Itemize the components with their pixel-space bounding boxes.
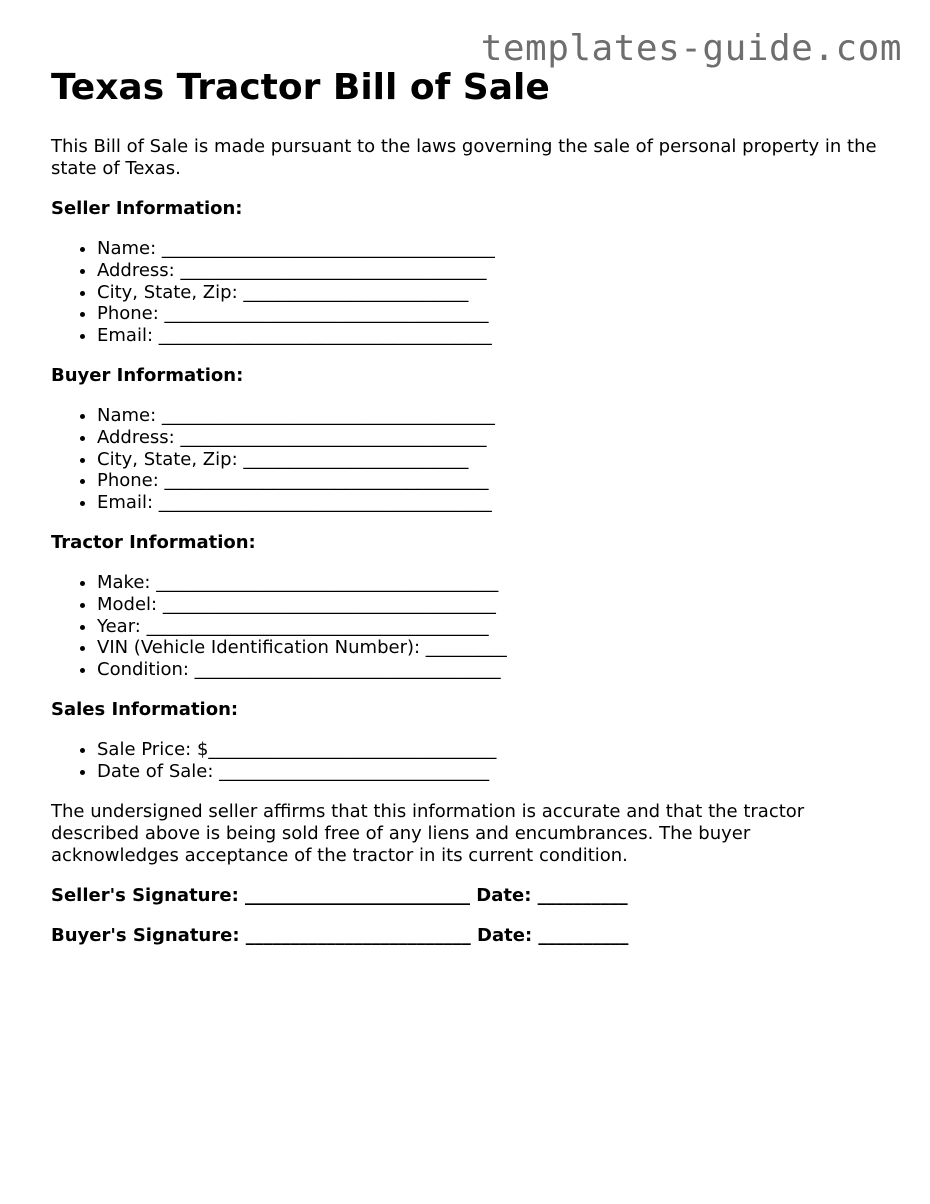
buyer-phone-field[interactable]: • Phone: ____________________________________ — [97, 470, 881, 492]
sales-fields-list — [51, 739, 881, 783]
affirmation-paragraph: The undersigned seller affirms that this information is accurate and that the tractor described above is being sold free of any liens and encumbrances. The buyer acknowledges acceptance of the tractor in its current condition. — [51, 800, 805, 866]
tractor-condition-field[interactable]: • Condition: __________________________________ — [97, 659, 881, 681]
tractor-year-field[interactable]: • Year: ______________________________________ — [97, 616, 881, 638]
document-title: Texas Tractor Bill of Sale — [51, 67, 550, 108]
buyer-address-field[interactable]: • Address: __________________________________ — [97, 427, 881, 449]
tractor-fields-list — [51, 572, 881, 681]
seller-email-field[interactable]: • Email: _____________________________________ — [97, 325, 881, 347]
seller-signature-line[interactable]: Seller's Signature: _________________________ Date: __________ — [51, 884, 628, 906]
tractor-section-heading: Tractor Information: — [51, 531, 256, 553]
buyer-city-state-zip-field[interactable]: • City, State, Zip: _________________________ — [97, 449, 881, 471]
seller-city-state-zip-field[interactable]: • City, State, Zip: _________________________ — [97, 282, 881, 304]
buyer-email-field[interactable]: • Email: _____________________________________ — [97, 492, 881, 514]
buyer-name-field[interactable]: • Name: _____________________________________ — [97, 405, 881, 427]
seller-name-field[interactable]: • Name: _____________________________________ — [97, 238, 881, 260]
buyer-section-heading: Buyer Information: — [51, 364, 244, 386]
watermark: templates-guide.com — [480, 28, 902, 69]
seller-section-heading: Seller Information: — [51, 198, 243, 219]
sale-price-field[interactable]: • Sale Price: $________________________________ — [97, 739, 881, 761]
buyer-signature-line[interactable]: Buyer's Signature: _________________________ Date: __________ — [51, 924, 629, 946]
seller-address-field[interactable]: • Address: __________________________________ — [97, 260, 881, 282]
buyer-fields-list — [51, 405, 881, 514]
date-of-sale-field[interactable]: • Date of Sale: ______________________________ — [97, 761, 881, 783]
seller-fields-list — [51, 238, 881, 347]
tractor-model-field[interactable]: • Model: _____________________________________ — [97, 594, 881, 616]
seller-phone-field[interactable]: • Phone: ____________________________________ — [97, 303, 881, 325]
tractor-vin-field[interactable]: • VIN (Vehicle Identification Number): _________ — [97, 637, 881, 659]
document — [51, 64, 881, 947]
sales-section-heading: Sales Information: — [51, 698, 239, 720]
intro-paragraph: This Bill of Sale is made pursuant to the laws governing the sale of personal property in the state of Texas. — [51, 136, 877, 179]
tractor-make-field[interactable]: • Make: ______________________________________ — [97, 572, 881, 594]
